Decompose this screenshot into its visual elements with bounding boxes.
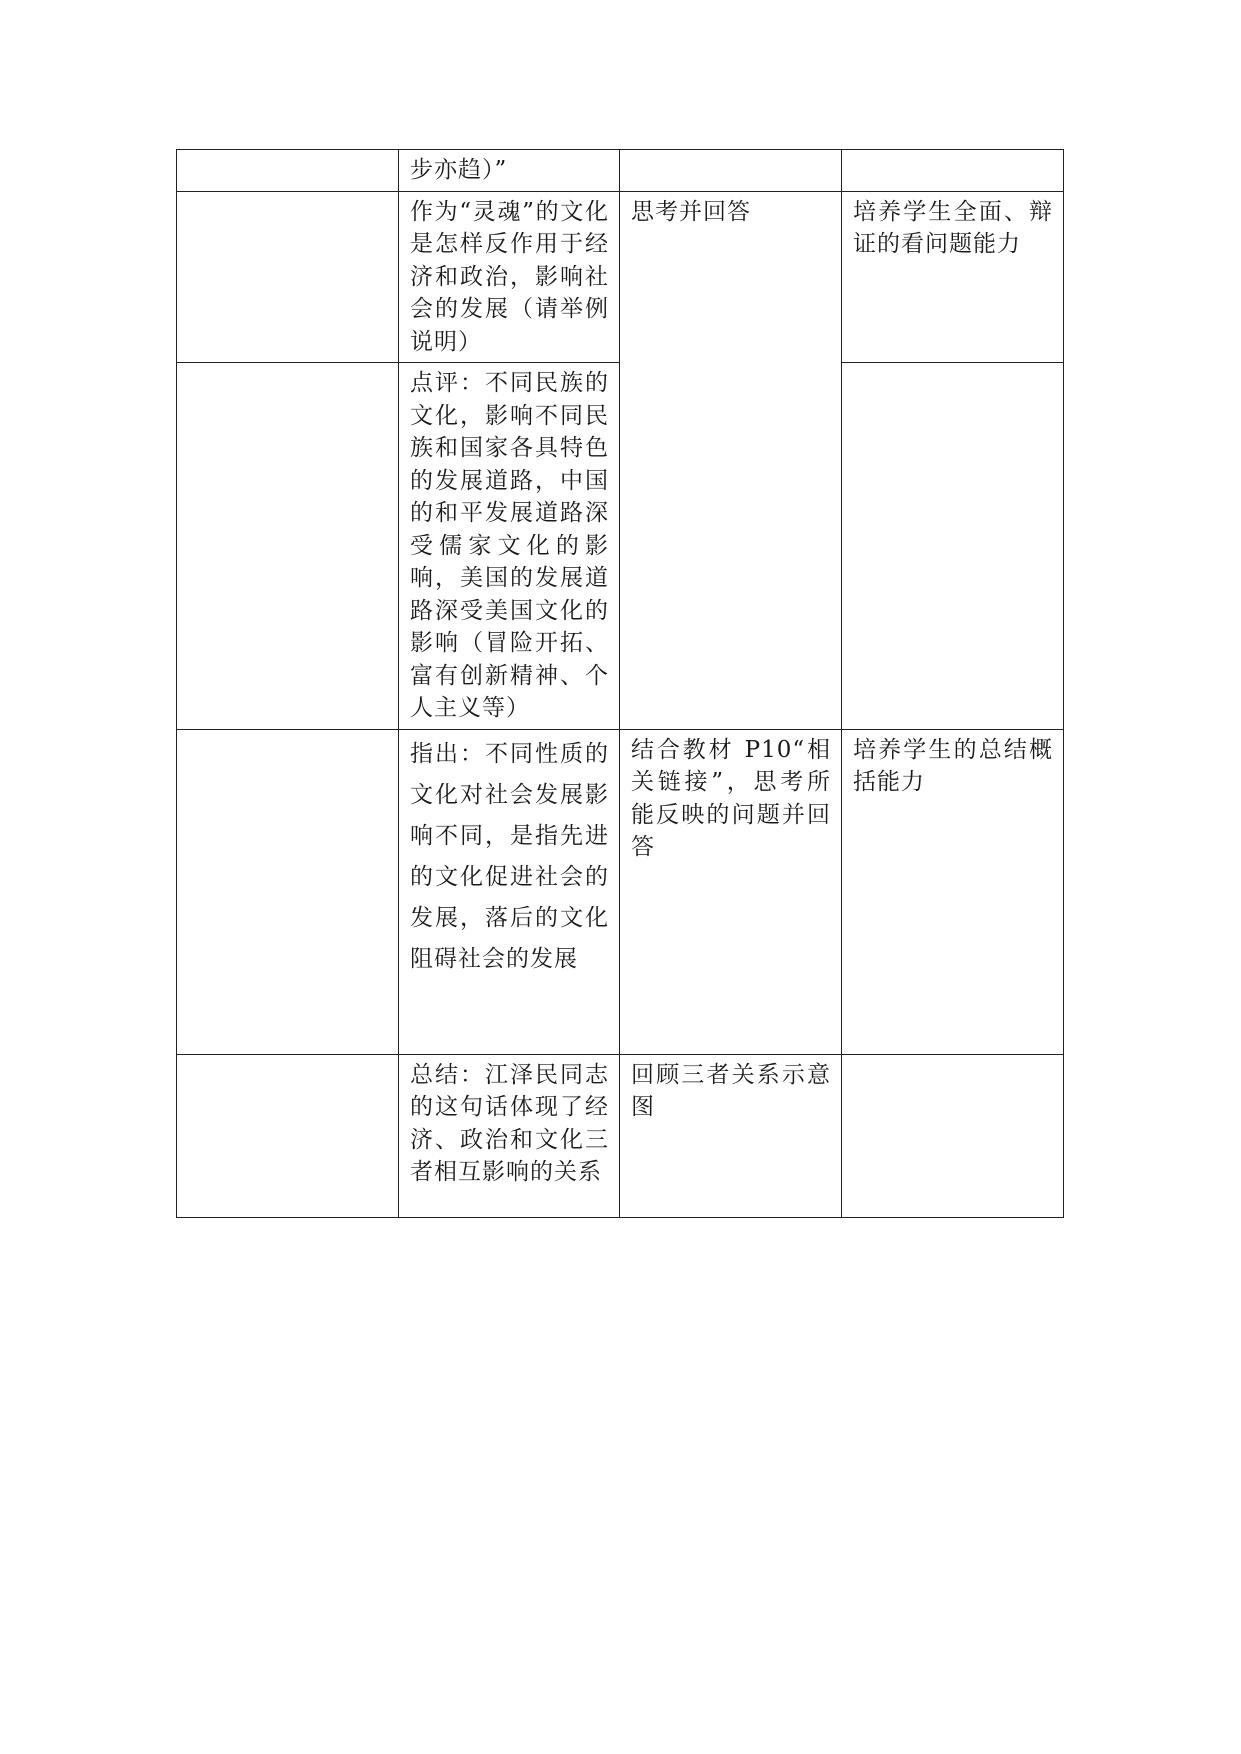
teacher-activity-cell: 步亦趋）” <box>399 150 620 192</box>
table-row <box>177 729 1064 1054</box>
teacher-activity-cell: 总结：江泽民同志的这句话体现了经济、政治和文化三者相互影响的关系 <box>399 1054 620 1217</box>
student-activity-cell: 思考并回答 <box>620 191 842 729</box>
design-intent-cell <box>842 363 1064 730</box>
stage-cell <box>177 1054 399 1217</box>
stage-cell <box>177 191 399 363</box>
stage-cell <box>177 363 399 730</box>
stage-cell <box>177 729 399 1054</box>
table-row <box>177 1054 1064 1217</box>
student-activity-cell <box>620 150 842 192</box>
teacher-activity-cell: 点评：不同民族的文化，影响不同民族和国家各具特色的发展道路，中国的和平发展道路深受儒家文化的影响，美国的发展道路深受美国文化的影响（冒险开拓、富有创新精神、个人主义等） <box>399 363 620 730</box>
lesson-plan-table <box>176 149 1064 1218</box>
design-intent-cell: 培养学生全面、辩证的看问题能力 <box>842 191 1064 363</box>
student-activity-cell: 结合教材 P10“相关链接”，思考所能反映的问题并回答 <box>620 729 842 1054</box>
student-activity-cell: 回顾三者关系示意图 <box>620 1054 842 1217</box>
design-intent-cell <box>842 150 1064 192</box>
table-row <box>177 191 1064 363</box>
design-intent-cell: 培养学生的总结概括能力 <box>842 729 1064 1054</box>
stage-cell <box>177 150 399 192</box>
teacher-activity-cell: 作为“灵魂”的文化是怎样反作用于经济和政治，影响社会的发展（请举例说明） <box>399 191 620 363</box>
table-row <box>177 150 1064 192</box>
design-intent-cell <box>842 1054 1064 1217</box>
teacher-activity-cell: 指出：不同性质的文化对社会发展影响不同，是指先进的文化促进社会的发展，落后的文化阻碍社会的发展 <box>399 729 620 1054</box>
